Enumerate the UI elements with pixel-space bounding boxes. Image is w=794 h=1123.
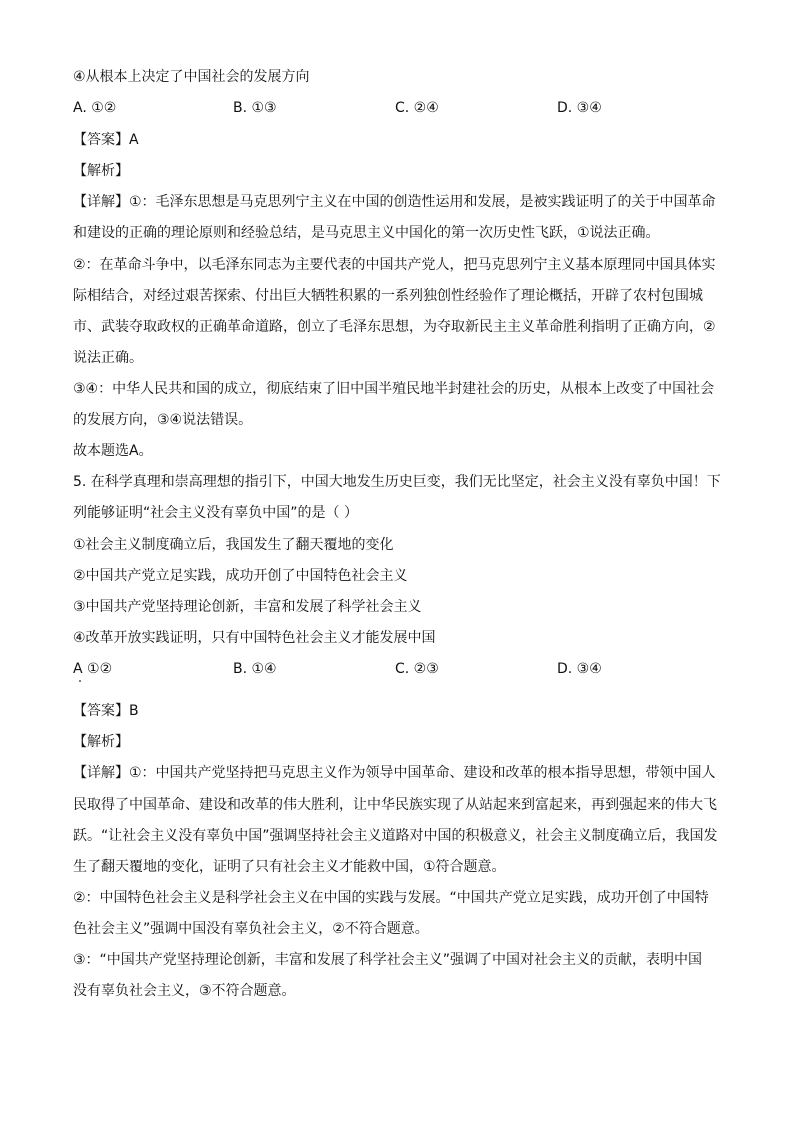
q5-detail-line: ②：中国特色社会主义是科学社会主义在中国的实践与发展。“中国共产党立足实践，成功开创了中国特 bbox=[73, 890, 709, 906]
q4-detail-line: 的发展方向，③④说法错误。 bbox=[73, 412, 253, 428]
q4-detail-line: 和建设的正确的理论原则和经验总结，是马克思主义中国化的第一次历史性飞跃，①说法正确。 bbox=[73, 225, 660, 241]
q5-answer: 【答案】B bbox=[73, 703, 139, 719]
q5-option-a: A ①② bbox=[73, 661, 113, 677]
q4-detail-line: 市、武装夺取政权的正确革命道路，创立了毛泽东思想，为夺取新民主主义革命胜利指明了正确方向，② bbox=[73, 319, 716, 335]
q4-option-c: C. ②④ bbox=[395, 100, 439, 116]
q4-detail-line: 【详解】①：毛泽东思想是马克思列宁主义在中国的创造性运用和发展，是被实践证明了的关于中国革命 bbox=[73, 194, 716, 210]
q5-item-3: ③中国共产党坚持理论创新，丰富和发展了科学社会主义 bbox=[73, 599, 422, 615]
q4-option-a: A. ①② bbox=[73, 100, 117, 116]
q4-option-b: B. ①③ bbox=[233, 100, 277, 116]
q5-detail-line: 跃。“让社会主义没有辜负中国”强调坚持社会主义道路对中国的积极意义，社会主义制度确立后，我国发 bbox=[73, 828, 718, 844]
q5-detail-line: 色社会主义”强调中国没有辜负社会主义，②不符合题意。 bbox=[73, 921, 429, 937]
q4-option-d: D. ③④ bbox=[557, 100, 602, 116]
stray-dot bbox=[79, 680, 81, 682]
q4-conclusion: 故本题选A。 bbox=[73, 443, 153, 459]
q5-item-1: ①社会主义制度确立后，我国发生了翻天覆地的变化 bbox=[73, 537, 394, 553]
q5-stem-line: 5. 在科学真理和崇高理想的指引下，中国大地发生历史巨变，我们无比坚定，社会主义没有辜负中国！下 bbox=[73, 474, 721, 490]
q4-item-4: ④从根本上决定了中国社会的发展方向 bbox=[73, 69, 310, 85]
q5-detail-line: 民取得了中国革命、建设和改革的伟大胜利，让中华民族实现了从站起来到富起来，再到强起来的伟大飞 bbox=[73, 797, 717, 813]
q5-stem-line: 列能够证明“社会主义没有辜负中国”的是（ ） bbox=[73, 505, 358, 521]
q5-option-c: C. ②③ bbox=[395, 661, 439, 677]
q4-detail-line: ②：在革命斗争中，以毛泽东同志为主要代表的中国共产党人，把马克思列宁主义基本原理同中国具体实 bbox=[73, 257, 716, 273]
q5-detail-line: ③：“中国共产党坚持理论创新，丰富和发展了科学社会主义”强调了中国对社会主义的贡献，表明中国 bbox=[73, 952, 703, 968]
q4-answer: 【答案】A bbox=[73, 132, 139, 148]
q5-detail-line: 没有辜负社会主义，③不符合题意。 bbox=[73, 983, 296, 999]
q5-analysis-label: 【解析】 bbox=[73, 734, 129, 750]
q5-detail-line: 【详解】①：中国共产党坚持把马克思主义作为领导中国革命、建设和改革的根本指导思想，带领中国人 bbox=[73, 765, 716, 781]
q5-detail-line: 生了翻天覆地的变化，证明了只有社会主义才能救中国，①符合题意。 bbox=[73, 859, 506, 875]
q4-analysis-label: 【解析】 bbox=[73, 163, 129, 179]
q4-detail-line: ③④：中华人民共和国的成立，彻底结束了旧中国半殖民地半封建社会的历史，从根本上改变了中国社会 bbox=[73, 381, 715, 397]
q5-option-b: B. ①④ bbox=[233, 661, 277, 677]
q5-item-4: ④改革开放实践证明，只有中国特色社会主义才能发展中国 bbox=[73, 630, 436, 646]
q5-option-d: D. ③④ bbox=[557, 661, 602, 677]
q4-detail-line: 际相结合，对经过艰苦探索、付出巨大牺牲积累的一系列独创性经验作了理论概括，开辟了农村包围城 bbox=[73, 288, 703, 304]
q5-item-2: ②中国共产党立足实践，成功开创了中国特色社会主义 bbox=[73, 568, 408, 584]
q4-detail-line: 说法正确。 bbox=[73, 350, 143, 366]
